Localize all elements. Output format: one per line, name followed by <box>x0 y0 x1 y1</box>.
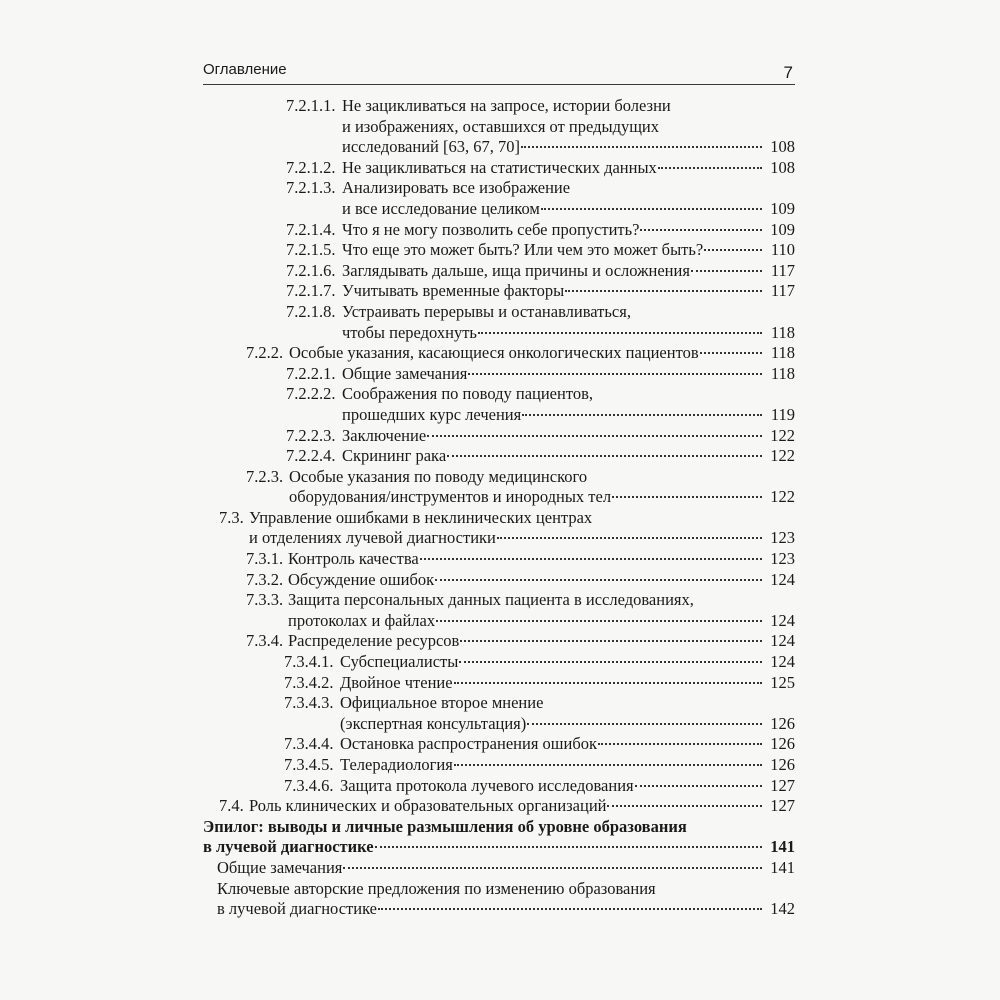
toc-entry[interactable] <box>0 631 1000 652</box>
toc-entry-title-line: Общие замечания <box>342 363 468 383</box>
toc-entry-title-line: Особые указания, касающиеся онкологических пациентов <box>289 343 699 363</box>
dot-leader <box>700 352 762 354</box>
toc-entry-title-line: Что еще это может быть? Или чем это может быть? <box>342 240 704 260</box>
toc-entry-title-line: Не зацикливаться на запросе, истории болезни <box>342 96 671 115</box>
toc-entry-title-line: Телерадиология <box>340 755 453 774</box>
dot-leader <box>343 867 762 869</box>
toc-entry-title-line: Двойное чтение <box>340 672 453 692</box>
dot-leader <box>427 435 762 437</box>
toc-entry-title-line: Устраивать перерывы и останавливаться, <box>342 301 631 321</box>
toc-entry-number: 7.2.1.7. <box>286 281 336 301</box>
toc-entry[interactable] <box>0 673 1000 694</box>
toc-entry-page-number: 141 <box>770 857 795 877</box>
toc-entry[interactable] <box>0 467 1000 508</box>
toc-entry-page-number: 126 <box>770 734 795 754</box>
toc-entry-number: 7.4. <box>219 796 244 816</box>
dot-leader <box>607 805 762 807</box>
toc-entry-title-line: Официальное второе мнение <box>340 693 544 713</box>
toc-entry-title-line: Анализировать все изображение <box>342 178 571 198</box>
toc-entry-page-number: 110 <box>770 240 795 260</box>
toc-entry-title-line: исследований [63, 67, 70] <box>342 137 520 157</box>
dot-leader <box>436 620 762 622</box>
toc-entry-title-line: Роль клинических и образовательных организаций <box>249 796 607 816</box>
toc-entry-title-line: в лучевой диагностике <box>203 837 374 857</box>
dot-leader <box>704 249 762 251</box>
toc-entry-title-line: оборудования/инструментов и инородных тел <box>289 487 612 507</box>
toc-entry-number: 7.2.1.5. <box>286 240 336 260</box>
toc-entry-number: 7.3.4.6. <box>284 775 334 795</box>
toc-entry-number: 7.3.4.5. <box>284 755 334 774</box>
toc-entry-number: 7.2.2. <box>246 343 284 363</box>
dot-leader <box>420 558 762 560</box>
toc-entry[interactable] <box>0 693 1000 734</box>
toc-entry[interactable] <box>0 158 1000 179</box>
dot-leader <box>454 682 762 684</box>
dot-leader <box>541 208 762 210</box>
table-of-contents <box>0 96 1000 920</box>
toc-entry-number: 7.3. <box>219 507 244 527</box>
toc-entry[interactable] <box>0 776 1000 797</box>
toc-entry-number: 7.3.4.4. <box>284 734 334 754</box>
toc-entry-page-number: 123 <box>770 528 795 548</box>
header-page-number: 7 <box>783 63 793 82</box>
dot-leader <box>521 146 762 148</box>
toc-entry[interactable] <box>0 281 1000 302</box>
toc-entry[interactable] <box>0 446 1000 467</box>
toc-entry-title-line: чтобы передохнуть <box>342 322 477 342</box>
toc-entry-page-number: 122 <box>770 446 795 466</box>
toc-entry-title-line: Особые указания по поводу медицинского <box>289 466 588 486</box>
toc-entry[interactable] <box>0 240 1000 261</box>
toc-entry-title-line: Остановка распространения ошибок <box>340 734 597 754</box>
toc-entry-title-line: Общие замечания <box>217 857 343 877</box>
toc-entry[interactable] <box>0 178 1000 219</box>
toc-entry-title-line: Управление ошибками в неклинических центрах <box>249 507 593 527</box>
dot-leader <box>454 764 762 766</box>
toc-entry[interactable] <box>0 364 1000 385</box>
toc-entry-page-number: 117 <box>770 260 795 280</box>
dot-leader <box>598 743 762 745</box>
toc-entry[interactable] <box>0 220 1000 241</box>
toc-entry-number: 7.2.1.3. <box>286 178 336 198</box>
toc-entry-number: 7.2.1.8. <box>286 301 336 321</box>
toc-entry[interactable] <box>0 879 1000 920</box>
toc-entry-title-line: Обсуждение ошибок <box>288 569 435 589</box>
toc-entry-title-line: прошедших курс лечения <box>342 404 522 424</box>
dot-leader <box>468 373 762 375</box>
toc-entry-number: 7.3.4. <box>246 631 284 651</box>
toc-entry-page-number: 125 <box>770 672 795 692</box>
dot-leader <box>658 167 762 169</box>
toc-entry-number: 7.3.4.3. <box>284 693 334 713</box>
toc-entry-page-number: 141 <box>770 837 795 857</box>
dot-leader <box>378 908 762 910</box>
toc-entry[interactable] <box>0 549 1000 570</box>
toc-entry[interactable] <box>0 96 1000 158</box>
toc-entry-title-line: и изображениях, оставшихся от предыдущих <box>342 116 660 136</box>
toc-entry-page-number: 108 <box>770 157 795 177</box>
toc-entry-page-number: 123 <box>770 549 795 569</box>
toc-entry-title-line: протоколах и файлах <box>288 610 436 630</box>
toc-entry-page-number: 124 <box>770 631 795 651</box>
toc-entry-title-line: и отделениях лучевой диагностики <box>249 528 496 548</box>
toc-entry-page-number: 122 <box>770 487 795 507</box>
toc-entry-title-line: Заглядывать дальше, ища причины и осложнения <box>342 260 690 280</box>
dot-leader <box>565 290 762 292</box>
toc-entry-page-number: 119 <box>770 404 795 424</box>
toc-entry-title-line: Защита протокола лучевого исследования <box>340 775 634 795</box>
toc-entry[interactable] <box>0 570 1000 591</box>
dot-leader <box>522 414 762 416</box>
toc-entry-page-number: 109 <box>770 198 795 218</box>
toc-entry[interactable] <box>0 796 1000 817</box>
toc-entry-page-number: 118 <box>770 343 795 363</box>
dot-leader <box>375 846 762 848</box>
toc-entry[interactable] <box>0 817 1000 858</box>
dot-leader <box>612 496 762 498</box>
toc-entry-title-line: Учитывать временные факторы <box>342 281 565 301</box>
toc-entry-number: 7.2.1.2. <box>286 157 336 177</box>
toc-entry-number: 7.3.2. <box>246 569 284 589</box>
dot-leader <box>435 579 762 581</box>
toc-entry-number: 7.3.4.1. <box>284 652 334 672</box>
toc-entry[interactable] <box>0 261 1000 282</box>
toc-entry[interactable] <box>0 508 1000 549</box>
toc-entry-title-line: Эпилог: выводы и личные размышления об уровне образования <box>203 816 687 836</box>
toc-entry-number: 7.2.2.2. <box>286 384 336 404</box>
dot-leader <box>635 785 762 787</box>
toc-entry-title-line: Скрининг рака <box>342 446 447 466</box>
toc-entry-title-line: в лучевой диагностике <box>217 899 378 919</box>
toc-entry[interactable] <box>0 384 1000 425</box>
toc-entry[interactable] <box>0 734 1000 755</box>
dot-leader <box>691 270 762 272</box>
toc-entry-number: 7.2.2.4. <box>286 446 336 466</box>
toc-entry-page-number: 108 <box>770 137 795 157</box>
toc-entry-number: 7.2.3. <box>246 466 284 486</box>
toc-entry-title-line: Не зацикливаться на статистических данных <box>342 157 657 177</box>
dot-leader <box>527 723 762 725</box>
header-title: Оглавление <box>203 61 287 78</box>
toc-entry-title-line: Контроль качества <box>288 549 419 569</box>
toc-entry-title-line: Соображения по поводу пациентов, <box>342 384 593 404</box>
toc-entry-number: 7.2.2.1. <box>286 363 336 383</box>
toc-entry-page-number: 126 <box>770 755 795 774</box>
toc-entry-page-number: 124 <box>770 652 795 672</box>
toc-entry-number: 7.3.3. <box>246 590 284 610</box>
dot-leader <box>478 332 762 334</box>
toc-entry-page-number: 127 <box>770 796 795 816</box>
dot-leader <box>460 640 762 642</box>
running-header <box>203 58 795 85</box>
toc-entry-page-number: 127 <box>770 775 795 795</box>
dot-leader <box>640 229 762 231</box>
toc-entry-title-line: Защита персональных данных пациента в исследованиях, <box>288 590 694 610</box>
toc-entry-title-line: (экспертная консультация) <box>340 713 527 733</box>
toc-entry[interactable] <box>0 302 1000 343</box>
toc-entry-title-line: Ключевые авторские предложения по изменению образования <box>217 878 656 898</box>
dot-leader <box>447 455 762 457</box>
toc-entry-page-number: 124 <box>770 569 795 589</box>
toc-entry-number: 7.2.2.3. <box>286 425 336 445</box>
toc-entry[interactable] <box>0 343 1000 364</box>
toc-entry[interactable] <box>0 590 1000 631</box>
toc-entry[interactable] <box>0 652 1000 673</box>
toc-entry-page-number: 109 <box>770 219 795 239</box>
toc-entry-title-line: Распределение ресурсов <box>288 631 460 651</box>
toc-entry-title-line: Заключение <box>342 425 427 445</box>
toc-entry-number: 7.2.1.4. <box>286 219 336 239</box>
toc-entry-number: 7.2.1.6. <box>286 260 336 280</box>
toc-entry-page-number: 118 <box>770 363 795 383</box>
toc-entry-title-line: и все исследование целиком <box>342 198 540 218</box>
toc-entry-page-number: 142 <box>770 899 795 919</box>
toc-entry-number: 7.3.1. <box>246 549 284 569</box>
toc-entry-title-line: Что я не могу позволить себе пропустить? <box>342 219 640 239</box>
toc-entry-number: 7.2.1.1. <box>286 96 336 115</box>
toc-entry-title-line: Субспециалисты <box>340 652 459 672</box>
toc-entry-page-number: 126 <box>770 713 795 733</box>
toc-entry-page-number: 122 <box>770 425 795 445</box>
toc-entry-page-number: 118 <box>770 322 795 342</box>
dot-leader <box>497 537 762 539</box>
toc-entry-page-number: 124 <box>770 610 795 630</box>
toc-entry-number: 7.3.4.2. <box>284 672 334 692</box>
toc-entry-page-number: 117 <box>770 281 795 301</box>
toc-entry[interactable] <box>0 755 1000 776</box>
toc-entry[interactable] <box>0 858 1000 879</box>
toc-entry[interactable] <box>0 426 1000 447</box>
dot-leader <box>459 661 762 663</box>
